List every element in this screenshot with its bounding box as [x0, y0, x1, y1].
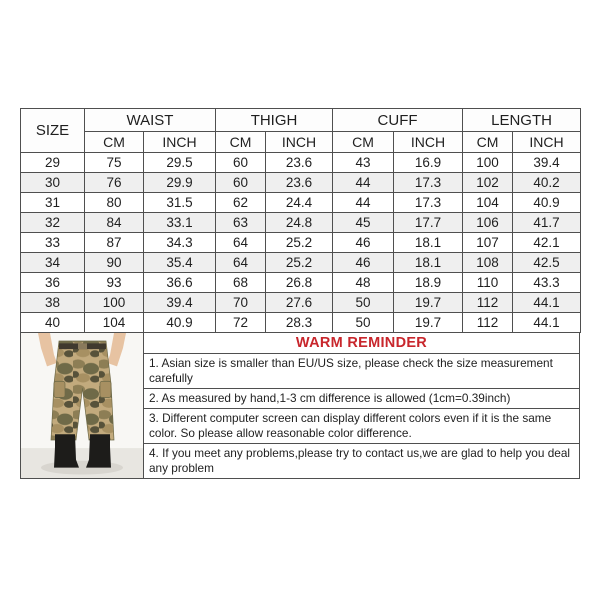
measurement-cell: 42.1 [513, 233, 581, 253]
measurement-cell: 25.2 [266, 233, 333, 253]
measurement-cell: 48 [333, 273, 394, 293]
measurement-cell: 41.7 [513, 213, 581, 233]
measurement-cell: 87 [85, 233, 144, 253]
warm-reminder-panel [144, 333, 579, 478]
table-row-size-33 [21, 233, 581, 253]
measurement-cell: 44 [333, 173, 394, 193]
measurement-cell: 24.8 [266, 213, 333, 233]
measurement-cell: 39.4 [513, 153, 581, 173]
subheader-cell-inch-3: INCH [266, 132, 333, 153]
right-cargo-pocket [100, 381, 111, 397]
size-cell: 38 [21, 293, 85, 313]
camo-pants-photo [21, 333, 144, 478]
measurement-cell: 24.4 [266, 193, 333, 213]
measurement-cell: 44.1 [513, 313, 581, 333]
reminder-note-2: 2. As measured by hand,1-3 cm difference is allowed (1cm=0.39inch) [144, 389, 579, 409]
measurement-cell: 102 [463, 173, 513, 193]
measurement-cell: 107 [463, 233, 513, 253]
measurement-cell: 17.7 [394, 213, 463, 233]
measurement-cell: 70 [216, 293, 266, 313]
measurement-cell: 18.9 [394, 273, 463, 293]
measurement-cell: 19.7 [394, 293, 463, 313]
size-cell: 32 [21, 213, 85, 233]
measurement-cell: 46 [333, 233, 394, 253]
col-header-size: SIZE [21, 109, 85, 153]
reminder-section [20, 333, 580, 479]
table-row-size-31 [21, 193, 581, 213]
measurement-cell: 104 [85, 313, 144, 333]
left-cargo-pocket [54, 381, 65, 397]
measurement-cell: 44.1 [513, 293, 581, 313]
col-group-waist: WAIST [85, 109, 216, 132]
subheader-cell-cm-4: CM [333, 132, 394, 153]
measurement-cell: 75 [85, 153, 144, 173]
measurement-cell: 18.1 [394, 253, 463, 273]
belt-buckle [78, 343, 87, 349]
warm-reminder-title: WARM REMINDER [144, 333, 579, 354]
subheader-cell-inch-7: INCH [513, 132, 581, 153]
measurement-cell: 19.7 [394, 313, 463, 333]
size-cell: 36 [21, 273, 85, 293]
reminder-note-1: 1. Asian size is smaller than EU/US size, please check the size measurement carefully [144, 354, 579, 389]
measurement-cell: 76 [85, 173, 144, 193]
measurement-cell: 17.3 [394, 193, 463, 213]
size-cell: 33 [21, 233, 85, 253]
subheader-cell-cm-6: CM [463, 132, 513, 153]
measurement-cell: 25.2 [266, 253, 333, 273]
table-row-size-36 [21, 273, 581, 293]
col-group-cuff: CUFF [333, 109, 463, 132]
reminder-note-3: 3. Different computer screen can display different colors even if it is the same color. So please allow reasonable color difference. [144, 409, 579, 444]
measurement-cell: 112 [463, 313, 513, 333]
table-row-size-29 [21, 153, 581, 173]
measurement-cell: 112 [463, 293, 513, 313]
measurement-cell: 60 [216, 173, 266, 193]
measurement-cell: 29.5 [144, 153, 216, 173]
measurement-cell: 62 [216, 193, 266, 213]
measurement-cell: 50 [333, 293, 394, 313]
size-chart-page [20, 108, 580, 479]
measurement-cell: 84 [85, 213, 144, 233]
measurement-cell: 43.3 [513, 273, 581, 293]
size-cell: 34 [21, 253, 85, 273]
measurement-cell: 80 [85, 193, 144, 213]
col-group-length: LENGTH [463, 109, 581, 132]
reminder-note-4: 4. If you meet any problems,please try to contact us,we are glad to help you deal any problem [149, 446, 570, 475]
measurement-cell: 42.5 [513, 253, 581, 273]
size-table-header [21, 109, 581, 153]
measurement-cell: 90 [85, 253, 144, 273]
size-cell: 40 [21, 313, 85, 333]
measurement-cell: 18.1 [394, 233, 463, 253]
measurement-cell: 40.9 [513, 193, 581, 213]
measurement-cell: 35.4 [144, 253, 216, 273]
camouflage-pants-image [21, 333, 143, 478]
measurement-cell: 23.6 [266, 153, 333, 173]
subheader-cell-inch-1: INCH [144, 132, 216, 153]
measurement-cell: 44 [333, 193, 394, 213]
measurement-cell: 33.1 [144, 213, 216, 233]
measurement-cell: 64 [216, 233, 266, 253]
measurement-cell: 39.4 [144, 293, 216, 313]
measurement-cell: 50 [333, 313, 394, 333]
measurement-cell: 26.8 [266, 273, 333, 293]
measurement-cell: 72 [216, 313, 266, 333]
measurement-cell: 108 [463, 253, 513, 273]
table-row-size-32 [21, 213, 581, 233]
measurement-cell: 31.5 [144, 193, 216, 213]
measurement-cell: 68 [216, 273, 266, 293]
measurement-cell: 23.6 [266, 173, 333, 193]
subheader-cell-inch-5: INCH [394, 132, 463, 153]
subheader-cell-cm-0: CM [85, 132, 144, 153]
measurement-cell: 45 [333, 213, 394, 233]
measurement-cell: 40.9 [144, 313, 216, 333]
measurement-cell: 100 [85, 293, 144, 313]
subheader-cell-cm-2: CM [216, 132, 266, 153]
table-row-size-34 [21, 253, 581, 273]
measurement-cell: 16.9 [394, 153, 463, 173]
table-row-size-38 [21, 293, 581, 313]
measurement-cell: 64 [216, 253, 266, 273]
measurement-cell: 46 [333, 253, 394, 273]
measurement-cell: 40.2 [513, 173, 581, 193]
measurement-cell: 110 [463, 273, 513, 293]
size-cell: 30 [21, 173, 85, 193]
size-cell: 29 [21, 153, 85, 173]
measurement-cell: 36.6 [144, 273, 216, 293]
subheader-row [21, 132, 581, 153]
measurement-cell: 34.3 [144, 233, 216, 253]
measurement-cell: 17.3 [394, 173, 463, 193]
size-cell: 31 [21, 193, 85, 213]
measurement-cell: 106 [463, 213, 513, 233]
table-row-size-40 [21, 313, 581, 333]
measurement-cell: 100 [463, 153, 513, 173]
measurement-cell: 28.3 [266, 313, 333, 333]
col-group-thigh: THIGH [216, 109, 333, 132]
measurement-cell: 27.6 [266, 293, 333, 313]
measurement-cell: 104 [463, 193, 513, 213]
measurement-cell: 60 [216, 153, 266, 173]
table-row-size-30 [21, 173, 581, 193]
measurement-cell: 29.9 [144, 173, 216, 193]
measurement-cell: 63 [216, 213, 266, 233]
size-table [20, 108, 581, 333]
measurement-cell: 43 [333, 153, 394, 173]
measurement-cell: 93 [85, 273, 144, 293]
group-header-row [21, 109, 581, 132]
size-table-body [21, 153, 581, 333]
